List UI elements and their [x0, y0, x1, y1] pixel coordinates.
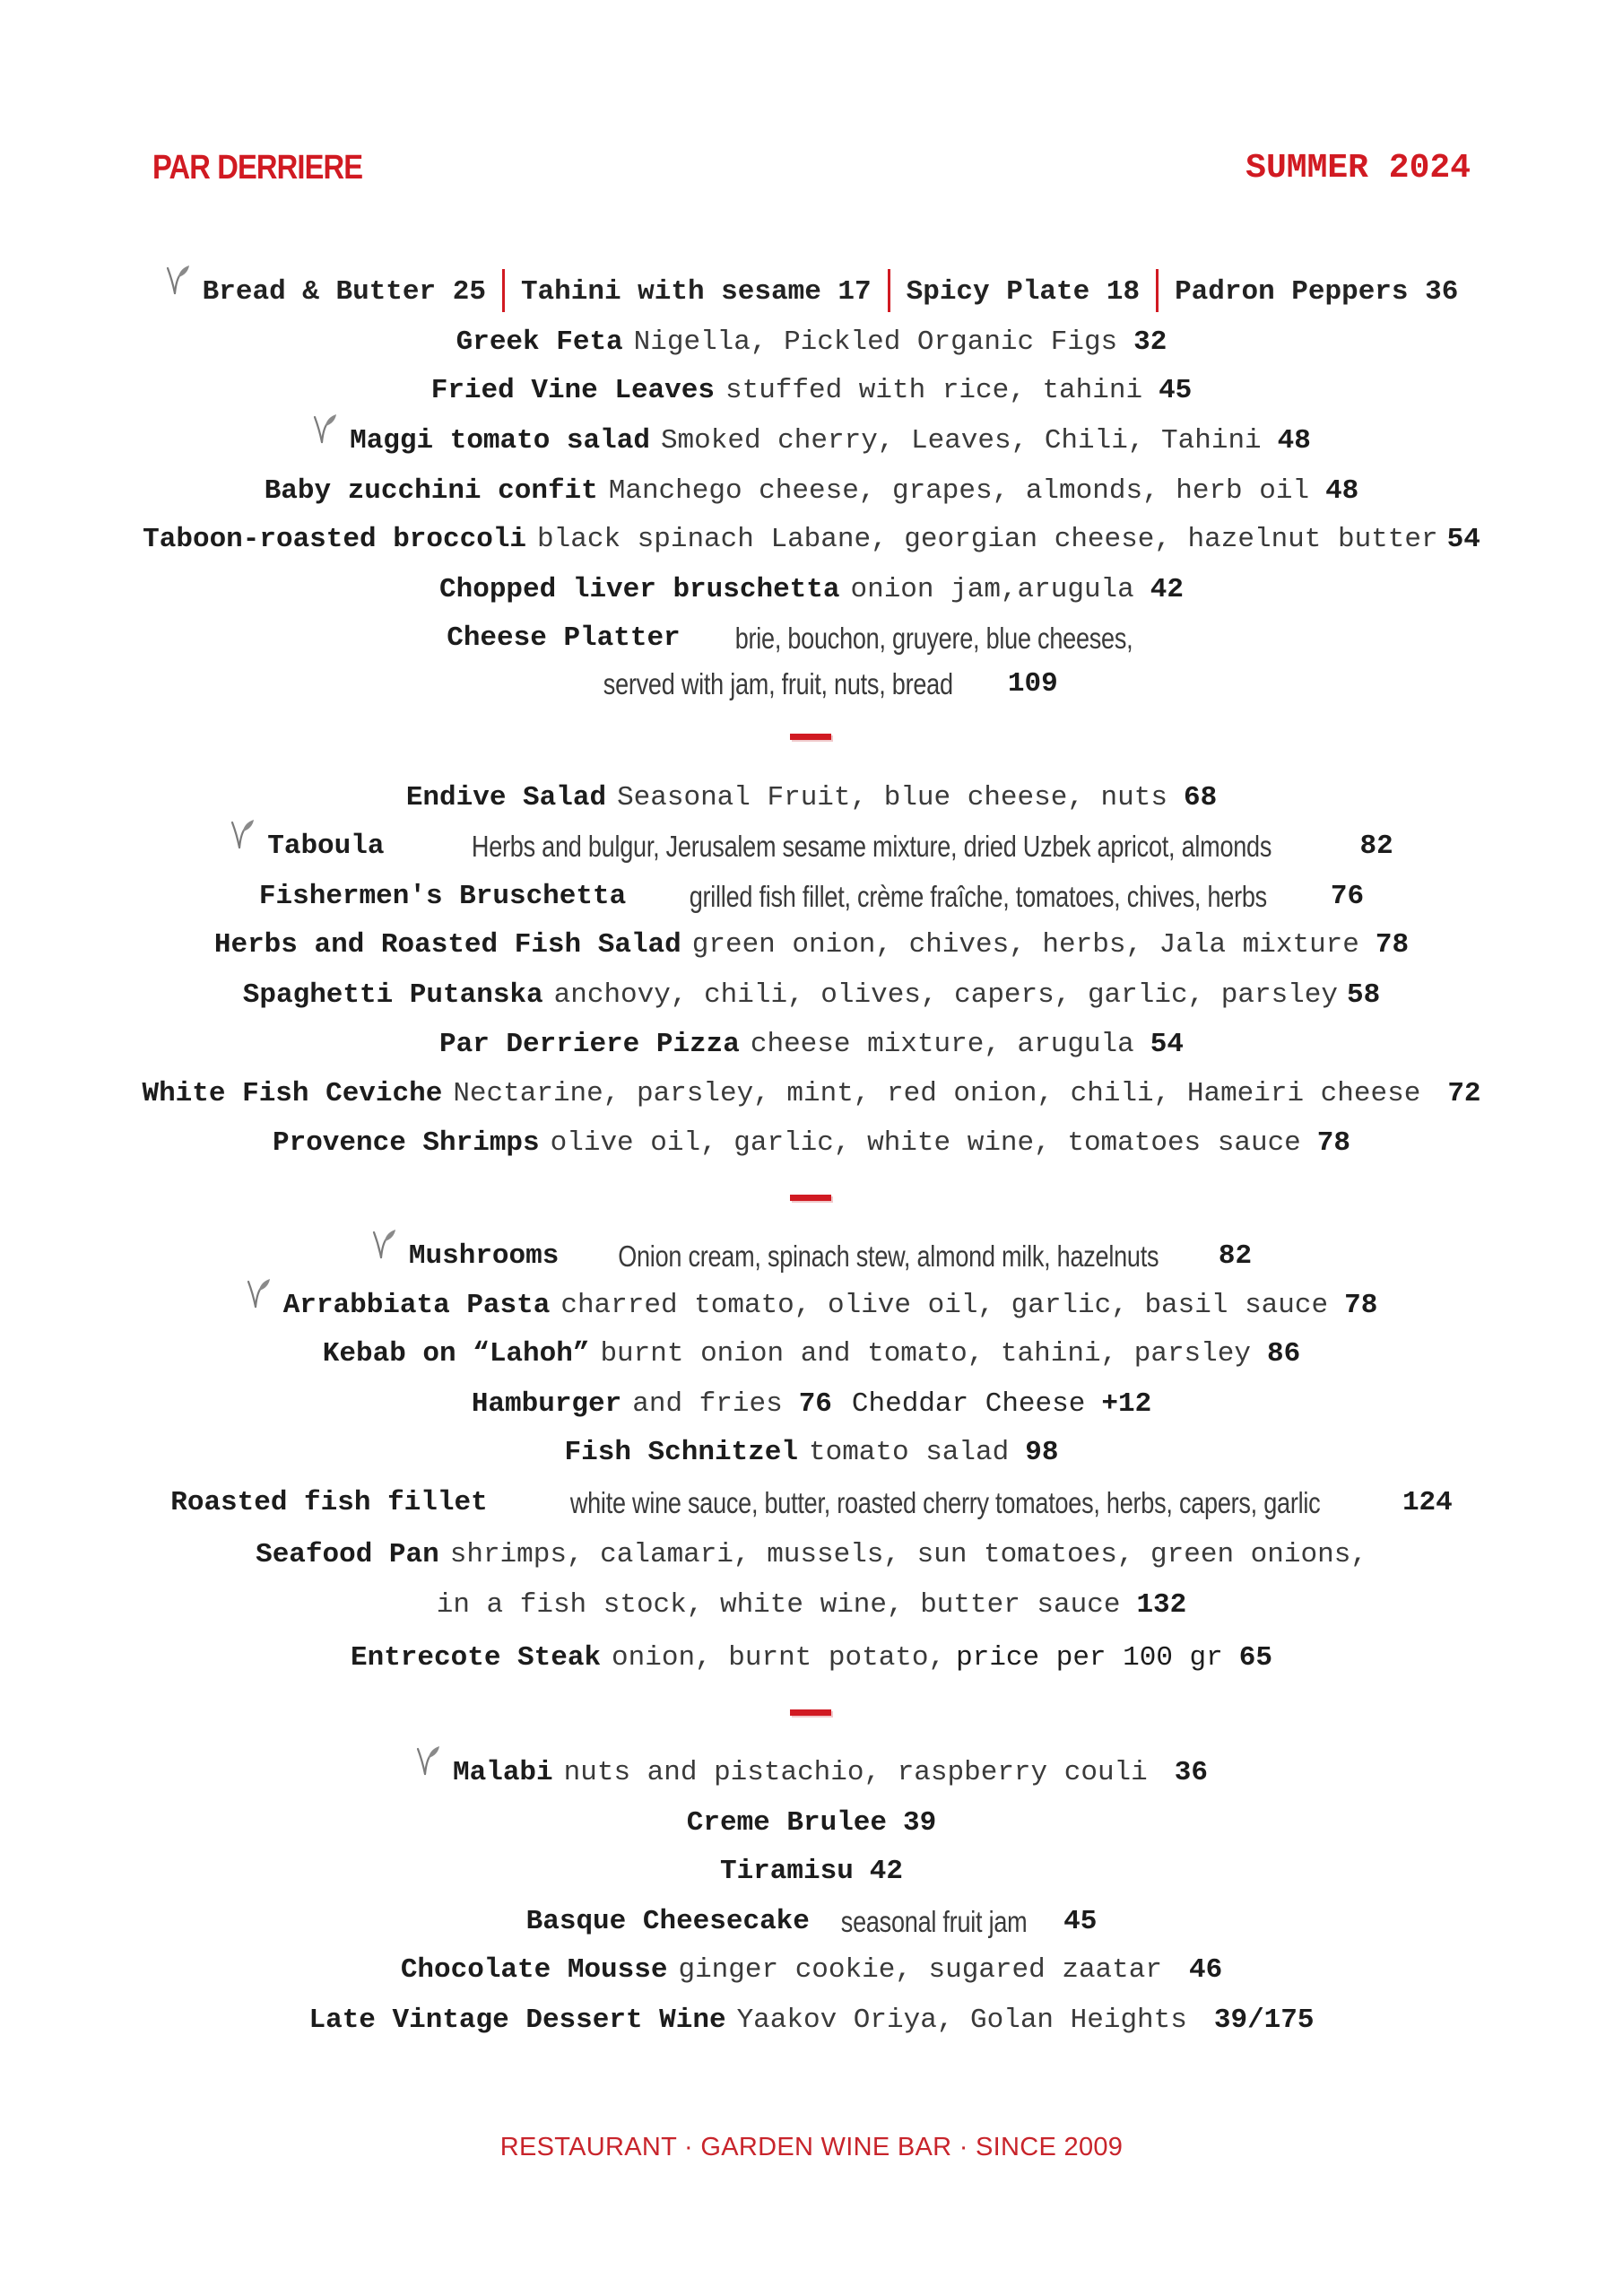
item-name: Spaghetti Putanska	[242, 979, 543, 1011]
item-name: Fish Schnitzel	[564, 1437, 798, 1468]
item-price: 65	[1238, 1642, 1272, 1674]
leaf-icon	[371, 1229, 396, 1259]
item-name: Cheese Platter	[447, 622, 681, 654]
item-price: 109	[1007, 668, 1058, 700]
starter-padron-peppers: Padron Peppers 36	[1175, 276, 1459, 308]
leaf-icon	[312, 413, 337, 444]
item-desc: Yaakov Oriya, Golan Heights	[736, 2005, 1187, 2036]
leaf-icon	[246, 1278, 271, 1309]
item-desc: and fries	[632, 1388, 783, 1420]
separator	[502, 269, 505, 312]
item-desc: burnt onion and tomato, tahini, parsley	[600, 1338, 1251, 1370]
item-name: Late Vintage Dessert Wine	[308, 2005, 726, 2036]
addon-price: +12	[1101, 1388, 1152, 1420]
menu-item	[0, 1233, 1623, 1280]
item-desc: Manchego cheese, grapes, almonds, herb oil	[608, 475, 1310, 507]
menu-item	[0, 1947, 1623, 1994]
item-desc: onion jam,arugula	[850, 574, 1134, 605]
item-desc: tomato salad	[808, 1437, 1010, 1468]
item-desc: onion, burnt potato,	[612, 1642, 946, 1674]
item-price: 132	[1136, 1589, 1187, 1621]
leaf-icon	[230, 819, 255, 849]
separator	[1156, 269, 1159, 312]
menu-item	[0, 418, 1623, 465]
menu-item	[0, 1331, 1623, 1378]
menu-item	[0, 1381, 1623, 1428]
item-price: 45	[1159, 375, 1193, 406]
item-desc: nuts and pistachio, raspberry couli	[563, 1757, 1148, 1788]
item-price: 46	[1188, 1954, 1223, 1986]
item-price: 68	[1183, 782, 1218, 813]
menu-item	[0, 972, 1623, 1019]
item-price: 54	[1446, 524, 1480, 555]
item-name: Greek Feta	[456, 326, 623, 358]
item-desc-line2: in a fish stock, white wine, butter sauce	[436, 1589, 1121, 1621]
item-price: 82	[1359, 831, 1393, 862]
item-name: Hamburger	[471, 1388, 622, 1420]
section-divider	[790, 734, 831, 740]
menu-item	[0, 319, 1623, 366]
starter-bread-butter: Bread & Butter 25	[202, 276, 486, 308]
separator	[888, 269, 890, 312]
item-name: Creme Brulee	[686, 1807, 888, 1839]
item-desc: brie, bouchon, gruyere, blue cheeses,	[734, 622, 1133, 655]
item-desc: Nigella, Pickled Organic Figs	[633, 326, 1118, 358]
menu-item	[0, 1997, 1623, 2044]
item-desc: seasonal fruit jam	[840, 1905, 1028, 1938]
item-price: 39	[903, 1807, 937, 1839]
item-price: 76	[1330, 881, 1365, 912]
item-name: Taboon-roasted broccoli	[143, 524, 527, 555]
section-divider	[790, 1709, 831, 1716]
item-name: Arrabbiata Pasta	[282, 1290, 551, 1321]
section-divider	[790, 1195, 831, 1201]
item-name: Baby zucchini confit	[264, 475, 598, 507]
menu-item	[0, 368, 1623, 414]
item-desc: Onion cream, spinach stew, almond milk, hazelnuts	[618, 1239, 1159, 1273]
footer-tagline: RESTAURANT · GARDEN WINE BAR · SINCE 2009	[499, 2133, 1124, 2161]
menu-item	[0, 1071, 1623, 1118]
item-price: 39/175	[1213, 2005, 1315, 2036]
menu-item	[0, 1283, 1623, 1329]
menu-item	[0, 1899, 1623, 1945]
menu-item	[0, 1480, 1623, 1526]
item-price: 72	[1447, 1078, 1481, 1109]
menu-item	[0, 1532, 1623, 1578]
item-price: 78	[1344, 1290, 1378, 1321]
menu-item	[0, 1120, 1623, 1167]
item-desc: cheese mixture, arugula	[750, 1029, 1134, 1060]
item-price: 86	[1266, 1338, 1301, 1370]
menu-item	[0, 1750, 1623, 1796]
item-name: Chopped liver bruschetta	[439, 574, 840, 605]
item-price: 78	[1375, 929, 1410, 961]
menu-item	[0, 775, 1623, 822]
item-desc: olive oil, garlic, white wine, tomatoes sauce	[550, 1127, 1301, 1159]
addon-label: Cheddar Cheese	[851, 1388, 1086, 1420]
starters-bar	[0, 269, 1623, 316]
menu-item	[0, 1022, 1623, 1068]
item-desc: white wine sauce, butter, roasted cherry tomatoes, herbs, capers, garlic	[569, 1486, 1321, 1519]
menu-item	[0, 1800, 1623, 1847]
item-price: 45	[1063, 1906, 1098, 1937]
menu-item	[0, 922, 1623, 969]
leaf-icon	[165, 265, 190, 295]
menu-item	[0, 615, 1623, 662]
season-label: SUMMER 2024	[1245, 149, 1471, 187]
item-name: Maggi tomato salad	[350, 425, 650, 457]
menu-item	[0, 1635, 1623, 1682]
menu-item	[0, 567, 1623, 613]
item-price: 42	[869, 1856, 904, 1887]
item-name: Herbs and Roasted Fish Salad	[213, 929, 681, 961]
menu-item	[0, 1430, 1623, 1476]
item-price: 42	[1150, 574, 1184, 605]
item-price: 76	[798, 1388, 832, 1420]
item-name: Basque Cheesecake	[525, 1906, 810, 1937]
item-desc: grilled fish fillet, crème fraîche, tomatoes, chives, herbs	[689, 880, 1268, 913]
item-name: Malabi	[453, 1757, 553, 1788]
item-name: Entrecote Steak	[351, 1642, 602, 1674]
item-price: 124	[1402, 1487, 1453, 1518]
item-price: 54	[1150, 1029, 1184, 1060]
item-name: Taboula	[267, 831, 385, 862]
item-name: Fishermen's Bruschetta	[258, 881, 627, 912]
item-price: 78	[1316, 1127, 1350, 1159]
item-price: 36	[1174, 1757, 1208, 1788]
leaf-icon	[415, 1745, 440, 1776]
item-price: 58	[1346, 979, 1381, 1011]
price-unit-note: price per 100 gr	[956, 1642, 1223, 1674]
item-name: Roasted fish fillet	[170, 1487, 488, 1518]
menu-item	[0, 468, 1623, 515]
item-desc: shrimps, calamari, mussels, sun tomatoes, green onions,	[449, 1539, 1367, 1570]
item-name: Kebab on “Lahoh”	[322, 1338, 590, 1370]
item-desc: black spinach Labane, georgian cheese, hazelnut butter	[537, 524, 1438, 555]
item-name: Provence Shrimps	[272, 1127, 540, 1159]
item-desc: Herbs and bulgur, Jerusalem sesame mixture, dried Uzbek apricot, almonds	[472, 830, 1272, 863]
item-price: 98	[1025, 1437, 1059, 1468]
menu-item	[0, 823, 1623, 870]
item-name: Par Derriere Pizza	[439, 1029, 740, 1060]
item-name: Chocolate Mousse	[400, 1954, 668, 1986]
menu-item-continued	[0, 661, 1623, 708]
starter-spicy-plate: Spicy Plate 18	[906, 276, 1141, 308]
item-name: Fried Vine Leaves	[430, 375, 715, 406]
starter-tahini: Tahini with sesame 17	[520, 276, 872, 308]
item-price: 48	[1325, 475, 1359, 507]
item-name: White Fish Ceviche	[142, 1078, 443, 1109]
item-desc: Smoked cherry, Leaves, Chili, Tahini	[660, 425, 1262, 457]
item-desc: stuffed with rice, tahini	[725, 375, 1143, 406]
menu-item	[0, 874, 1623, 920]
item-desc: anchovy, chili, olives, capers, garlic, parsley	[553, 979, 1338, 1011]
item-name: Endive Salad	[405, 782, 607, 813]
item-price: 82	[1218, 1240, 1253, 1272]
item-price: 48	[1277, 425, 1311, 457]
menu-item-continued	[0, 1582, 1623, 1629]
menu-item	[0, 1848, 1623, 1895]
menu-item	[0, 517, 1623, 563]
item-name: Mushrooms	[408, 1240, 560, 1272]
item-name: Seafood Pan	[256, 1539, 439, 1570]
restaurant-name: PAR DERRIERE	[152, 149, 363, 187]
item-name: Tiramisu	[719, 1856, 854, 1887]
item-desc: Seasonal Fruit, blue cheese, nuts	[617, 782, 1167, 813]
item-desc: charred tomato, olive oil, garlic, basil sauce	[560, 1290, 1329, 1321]
item-desc: Nectarine, parsley, mint, red onion, chili, Hameiri cheese	[453, 1078, 1421, 1109]
item-desc: green onion, chives, herbs, Jala mixture	[691, 929, 1359, 961]
item-desc: ginger cookie, sugared zaatar	[678, 1954, 1162, 1986]
item-desc-line2: served with jam, fruit, nuts, bread	[603, 667, 954, 700]
item-price: 32	[1133, 326, 1167, 358]
